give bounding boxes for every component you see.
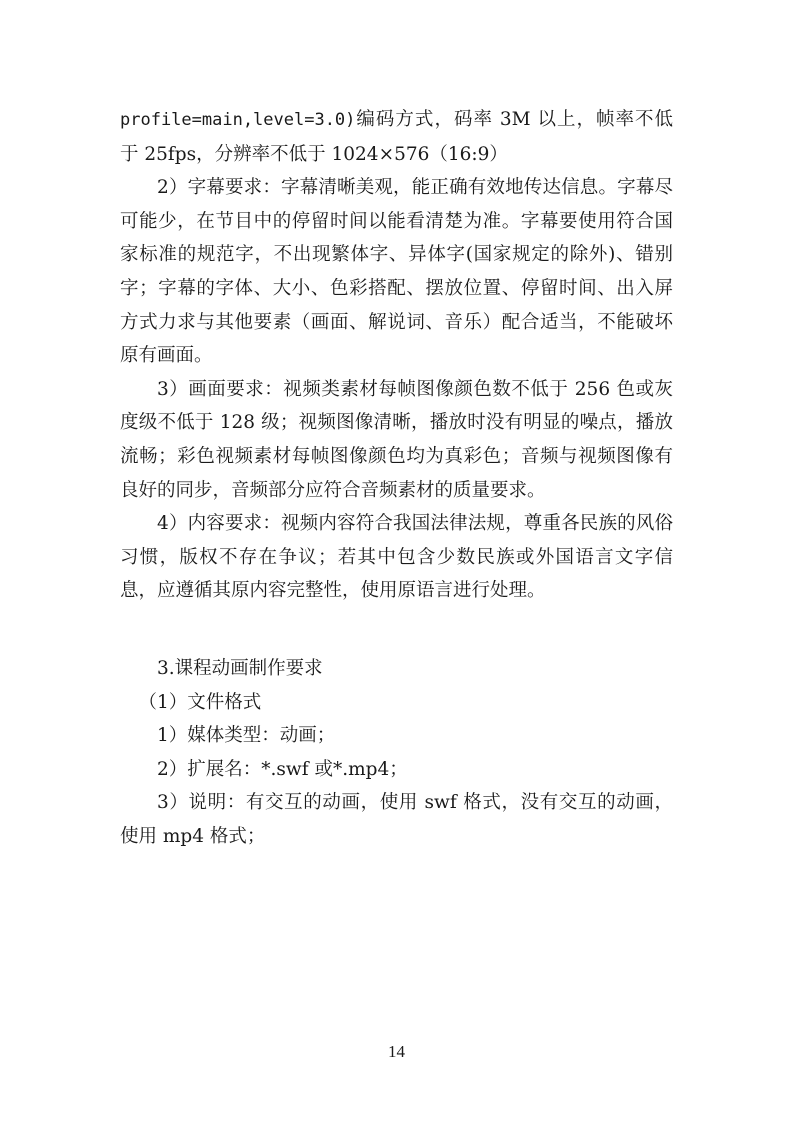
paragraph-image-requirements: 3）画面要求：视频类素材每帧图像颜色数不低于 256 色或灰度级不低于 128 级；视频图像清晰，播放时没有明显的噪点，播放流畅；彩色视频素材每帧图像颜色均为真彩色；音频与视频图像有良好的同步，音频部分应符合音频素材的质量要求。 — [120, 378, 673, 501]
document-body — [120, 103, 673, 853]
subsection-file-format: （1）文件格式 — [138, 691, 262, 713]
section-heading-animation: 3.课程动画制作要求 — [157, 657, 323, 679]
paragraph-content-requirements: 4）内容要求：视频内容符合我国法律法规，尊重各民族的风俗习惯，版权不存在争议；若其中包含少数民族或外国语言文字信息，应遵循其原内容完整性，使用原语言进行处理。 — [120, 513, 673, 602]
paragraph-text: 编码方式，码率 3M 以上，帧率不低于 25fps，分辨率不低于 1024×576（16:9） — [120, 109, 673, 165]
paragraph-subtitle-requirements: 2）字幕要求：字幕清晰美观，能正确有效地传达信息。字幕尽可能少，在节目中的停留时间以能看清楚为准。字幕要使用符合国家标准的规范字，不出现繁体字、异体字(国家规定的除外)、错别字；字幕的字体、大小、色彩搭配、摆放位置、停留时间、出入屏方式力求与其他要素（画面、解说词、音乐）配合适当，不能破坏原有画面。 — [120, 177, 673, 367]
list-item-extension: 2）扩展名：*.swf 或*.mp4； — [157, 758, 408, 780]
list-item-description: 3）说明：有交互的动画，使用 swf 格式，没有交互的动画，使用 mp4 格式； — [120, 792, 673, 847]
page-number: 14 — [388, 1042, 405, 1061]
paragraph-spacer — [120, 608, 673, 652]
paragraph-video-format — [120, 103, 673, 171]
list-item-media-type: 1）媒体类型：动画； — [157, 725, 336, 747]
code-text: profile=main,level=3.0) — [120, 110, 356, 130]
